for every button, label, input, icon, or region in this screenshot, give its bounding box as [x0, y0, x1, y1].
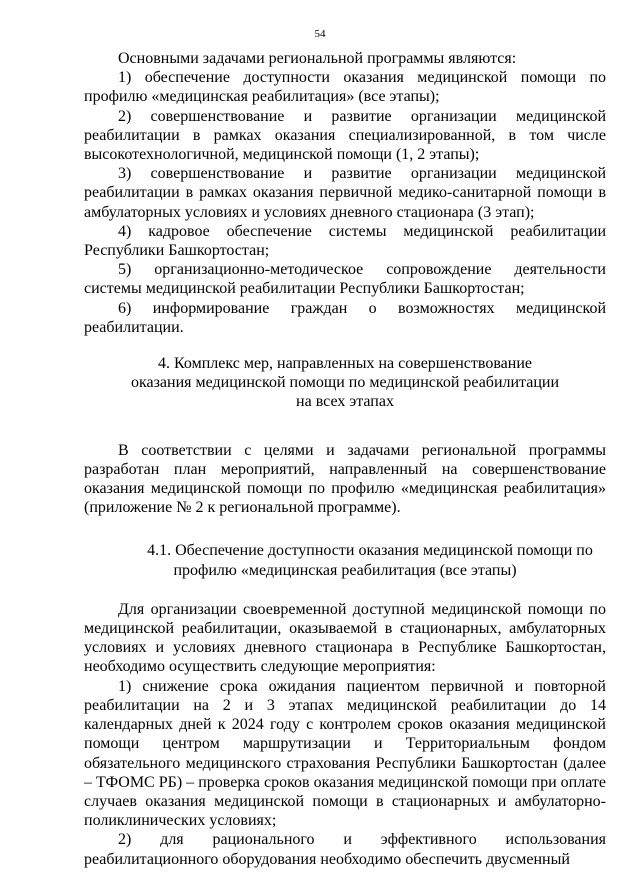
page-number: 54: [314, 28, 326, 40]
section-4-1-item-2: 2) для рационального и эффективного использования реабилитационного оборудования необходимо обеспечить двусменный: [84, 831, 606, 868]
section-4-heading: [84, 354, 606, 412]
task-item-1: 1) обеспечение доступности оказания медицинской помощи по профилю «медицинская реабилитация» (все этапы);: [84, 69, 606, 106]
task-item-6: 6) информирование граждан о возможностях медицинской реабилитации.: [84, 299, 606, 336]
section-4-paragraph: В соответствии с целями и задачами региональной программы разработан план мероприятий, направленный на совершенствование оказания медицинской помощи по профилю «медицинская реабилитация» (приложение № 2 к региональной программе).: [84, 441, 606, 517]
tasks-intro: Основными задачами региональной программы являются:: [118, 50, 517, 67]
task-item-5: 5) организационно-методическое сопровождение деятельности системы медицинской реабилитации Республики Башкортостан;: [84, 261, 606, 298]
section-4-heading-line-3: на всех этапах: [296, 393, 394, 411]
section-4-1-heading-line-2: профилю «медицинская реабилитация (все этапы): [173, 561, 517, 579]
task-item-2: 2) совершенствование и развитие организации медицинской реабилитации в рамках оказания специализированной, в том числе высокотехнологичной, медицинской помощи (1, 2 этапы);: [84, 107, 606, 164]
section-4-1-heading-line-1: 4.1. Обеспечение доступности оказания медицинской помощи по: [147, 542, 593, 560]
task-item-4: 4) кадровое обеспечение системы медицинской реабилитации Республики Башкортостан;: [84, 222, 606, 260]
task-item-3: 3) совершенствование и развитие организации медицинской реабилитации в рамках оказания первичной медико-санитарной помощи в амбулаторных условиях и условиях дневного стационара (3 этап);: [84, 165, 606, 221]
section-4-1-heading: [84, 541, 606, 579]
section-4-1-item-1: 1) снижение срока ожидания пациентом первичной и повторной реабилитации на 2 и 3 этапах медицинской реабилитации до 14 календарных дней к 2024 году с контролем сроков оказания медицинской помощи центром маршрутизации и Территориальным фондом обязательного медицинского страхования Республики Башкортостан (далее – ТФОМС РБ) – проверка сроков оказания медицинской помощи при оплате случаев оказания медицинской помощи в стационарных и амбулаторно-поликлинических условиях;: [84, 677, 606, 830]
section-4-heading-line-1: 4. Комплекс мер, направленных на совершенствование: [158, 355, 532, 373]
page-content: [84, 49, 606, 869]
section-4-heading-line-2: оказания медицинской помощи по медицинской реабилитации: [130, 374, 560, 392]
section-4-1-intro: Для организации своевременной доступной медицинской помощи по медицинской реабилитации, оказываемой в стационарных, амбулаторных условиях и условиях дневного стационара в Республике Башкортостан, необходимо осуществить следующие мероприятия:: [84, 600, 606, 676]
